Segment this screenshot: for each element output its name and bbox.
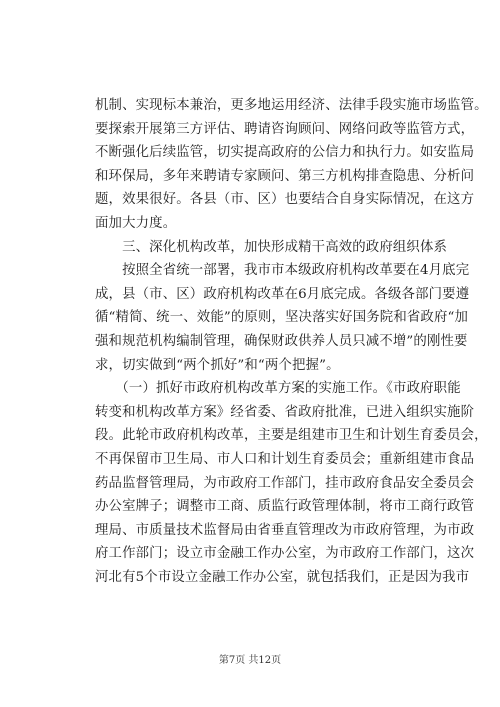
text-line: 强和规范机构编制管理，确保财政供养人员只减不增”的刚性要 xyxy=(95,333,468,349)
text-line: 不断强化后续监管，切实提高政府的公信力和执行力。如安监局 xyxy=(95,145,475,161)
text-line: 段。此轮市政府机构改革，主要是组建市卫生和计划生育委员会， xyxy=(95,428,488,444)
text-line: 面加大力度。 xyxy=(95,215,177,231)
page-number-footer: 第7页 共12页 xyxy=(218,655,282,666)
text-line: 河北有5个市设立金融工作办公室，就包括我们，正是因为我市 xyxy=(95,569,470,585)
text-line: 和环保局，多年来聘请专家顾问、第三方机构排查隐患、分析问 xyxy=(95,168,475,184)
text-line: 按照全省统一部署，我市市本级政府机构改革要在4月底完 xyxy=(95,263,470,279)
text-line: 府工作部门；设立市金融工作办公室，为市政府工作部门，这次 xyxy=(95,546,475,562)
text-line: 不再保留市卫生局、市人口和计划生育委员会；重新组建市食品 xyxy=(95,451,475,467)
text-line: 成，县（市、区）政府机构改革在6月底完成。各级各部门要遵 xyxy=(95,286,470,302)
text-line: 题，效果很好。各县（市、区）也要结合自身实际情况，在这方 xyxy=(95,192,475,208)
text-line: （一）抓好市政府机构改革方案的实施工作。《市政府职能 xyxy=(95,381,461,397)
document-body xyxy=(95,94,488,589)
text-line: 办公室牌子；调整市工商、质监行政管理体制，将市工商行政管 xyxy=(95,499,475,515)
text-line: 循“精简、统一、效能”的原则，坚决落实好国务院和省政府“加 xyxy=(95,310,469,326)
text-line: 理局、市质量技术监督局由省垂直管理改为市政府管理，为市政 xyxy=(95,522,475,538)
text-line: 要探索开展第三方评估、聘请咨询顾问、网络问政等监管方式， xyxy=(95,121,475,137)
text-line: 机制、实现标本兼治，更多地运用经济、法律手段实施市场监管。 xyxy=(95,98,488,113)
text-line: 求，切实做到“两个抓好”和“两个把握”。 xyxy=(95,357,340,373)
section-heading: 三、深化机构改革，加快形成精干高效的政府组织体系 xyxy=(95,239,448,255)
text-line: 药品监督管理局，为市政府工作部门，挂市政府食品安全委员会 xyxy=(95,475,475,491)
text-line: 转变和机构改革方案》经省委、省政府批准，已进入组织实施阶 xyxy=(95,404,475,420)
